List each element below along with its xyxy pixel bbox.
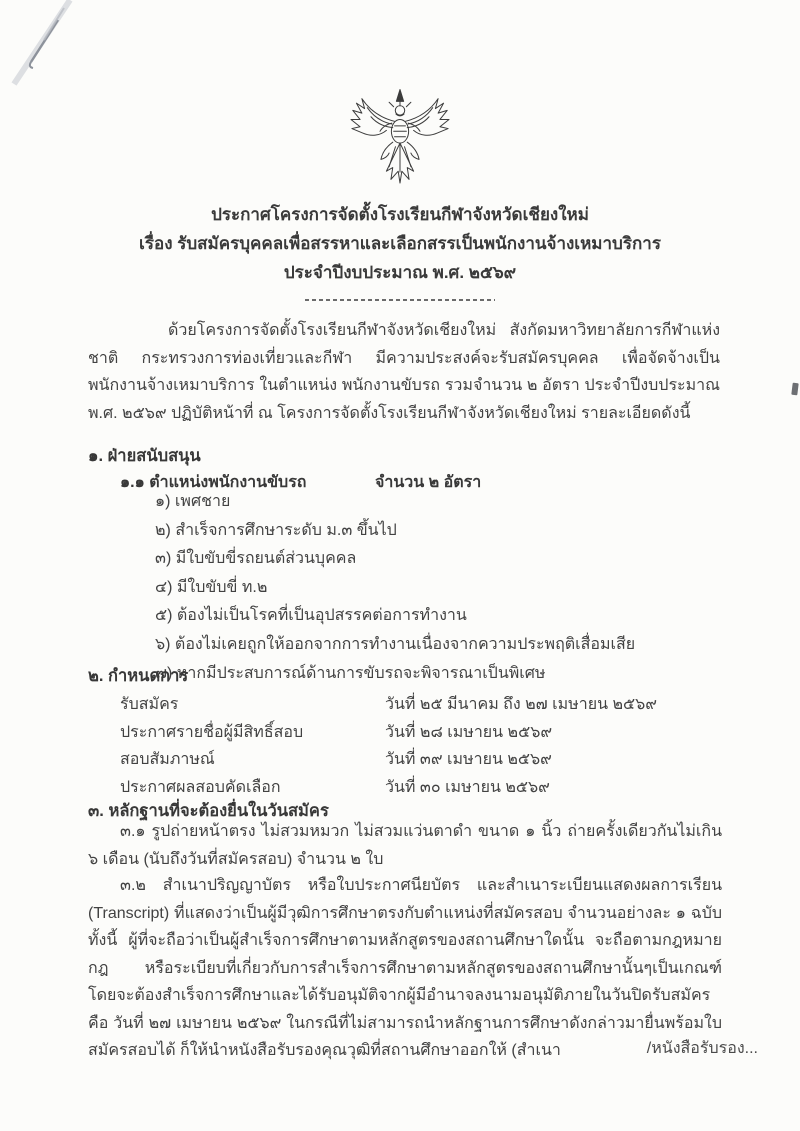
schedule-value: วันที่ ๓๐ เมษายน ๒๕๖๙	[385, 778, 550, 796]
evidence-item-3-2: ๓.๒ สำเนาปริญญาบัตร หรือใบประกาศนียบัตร และสำเนาระเบียนแสดงผลการเรียน (Transcript) ที่แสดงว่าเป็นผู้มีวุฒิการศึกษาตรงกับตำแหน่งที่สมัครสอบ จำนวนอย่างละ ๑ ฉบับ ทั้งนี้ ผู้ที่จะถือว่าเป็นผู้สำเร็จการศึกษาตามหลักสูตรของสถานศึกษาใดนั้น จะถือตามกฎหมาย กฎ หรือระเบียบที่เกี่ยวกับการสำเร็จการศึกษาตามหลักสูตรของสถานศึกษานั้นๆเป็นเกณฑ์ โดยจะต้องสำเร็จการศึกษาและได้รับอนุมัติจากผู้มีอำนาจลงนามอนุมัติภายในวันปิดรับสมัครคือ วันที่ ๒๗ เมษายน ๒๕๖๙ ในกรณีที่ไม่สามารถนำหลักฐานการศึกษาดังกล่าวมายื่นพร้อมใบสมัครสอบได้ ก็ให้นำหนังสือรับรองคุณวุฒิที่สถานศึกษาออกให้ (สำเนา	[88, 877, 722, 1059]
schedule-label: รับสมัคร	[120, 696, 179, 713]
requirement-item: ๖) ต้องไม่เคยถูกให้ออกจากการทำงานเนื่องจากความประพฤติเสื่อมเสีย	[155, 635, 636, 653]
schedule-row	[120, 691, 730, 719]
vacancy-count: จำนวน ๒ อัตรา	[375, 474, 482, 491]
position-title: ๑.๑ ตำแหน่งพนักงานขับรถ	[120, 474, 307, 491]
subject-line: เรื่อง รับสมัครบุคคลเพื่อสรรหาและเลือกสรรเป็นพนักงานจ้างเหมาบริการ	[139, 234, 661, 253]
requirement-item: ๔) มีใบขับขี่ ท.๒	[155, 578, 268, 596]
requirement-item: ๒) สำเร็จการศึกษาระดับ ม.๓ ขึ้นไป	[155, 521, 397, 539]
schedule-value: วันที่ ๒๕ มีนาคม ถึง ๒๗ เมษายน ๒๕๖๙	[385, 696, 657, 713]
schedule-label: สอบสัมภาษณ์	[120, 751, 215, 769]
dashed-divider	[305, 299, 495, 301]
scan-artifact-speck	[791, 383, 798, 396]
title-block	[0, 200, 800, 287]
requirements-list	[155, 488, 725, 688]
requirement-item: ๑) เพศชาย	[155, 493, 231, 510]
section-1-heading: ๑. ฝ่ายสนับสนุน	[88, 447, 201, 465]
section-3-heading: ๓. หลักฐานที่จะต้องยื่นในวันสมัคร	[88, 802, 329, 820]
schedule-value: วันที่ ๒๘ เมษายน ๒๕๖๙	[385, 723, 553, 741]
scan-artifact-streak	[0, 0, 120, 115]
schedule-row	[120, 746, 730, 774]
garuda-emblem-icon	[341, 86, 459, 192]
requirement-item: ๕) ต้องไม่เป็นโรคที่เป็นอุปสรรคต่อการทำงาน	[155, 607, 467, 625]
schedule-label: ประกาศรายชื่อผู้มีสิทธิ์สอบ	[120, 723, 304, 741]
evidence-item-3-1: ๓.๑ รูปถ่ายหน้าตรง ไม่สวมหมวก ไม่สวมแว่นตาดำ ขนาด ๑ นิ้ว ถ่ายครั้งเดียวกันไม่เกิน ๖ เดือน (นับถึงวันที่สมัครสอบ) จำนวน ๒ ใบ	[88, 823, 722, 868]
document-title: ประกาศโครงการจัดตั้งโรงเรียนกีฬาจังหวัดเชียงใหม่	[211, 205, 589, 224]
schedule-value: วันที่ ๓๙ เมษายน ๒๕๖๙	[385, 751, 552, 769]
intro-paragraph: ด้วยโครงการจัดตั้งโรงเรียนกีฬาจังหวัดเชียงใหม่ สังกัดมหาวิทยาลัยการกีฬาแห่งชาติ กระทรวงการท่องเที่ยวและกีฬา มีความประสงค์จะรับสมัครบุคคล เพื่อจัดจ้างเป็นพนักงานจ้างเหมาบริการ ในตำแหน่ง พนักงานขับรถ รวมจำนวน ๒ อัตรา ประจำปีงบประมาณ พ.ศ. ๒๕๖๙ ปฏิบัติหน้าที่ ณ โครงการจัดตั้งโรงเรียนกีฬาจังหวัดเชียงใหม่ รายละเอียดดังนี้	[88, 322, 720, 422]
fiscal-year-line: ประจำปีงบประมาณ พ.ศ. ๒๕๖๙	[283, 263, 517, 282]
continuation-mark: /หนังสือรับรอง...	[646, 1040, 758, 1057]
schedule-table	[120, 691, 730, 801]
requirement-item: ๗) หากมีประสบการณ์ด้านการขับรถจะพิจารณาเป็นพิเศษ	[155, 664, 546, 682]
requirement-item: ๓) มีใบขับขี่รถยนต์ส่วนบุคคล	[155, 550, 357, 568]
schedule-label: ประกาศผลสอบคัดเลือก	[120, 778, 281, 796]
schedule-row	[120, 719, 730, 747]
section-2-heading: ๒. กำหนดการ	[88, 667, 189, 685]
